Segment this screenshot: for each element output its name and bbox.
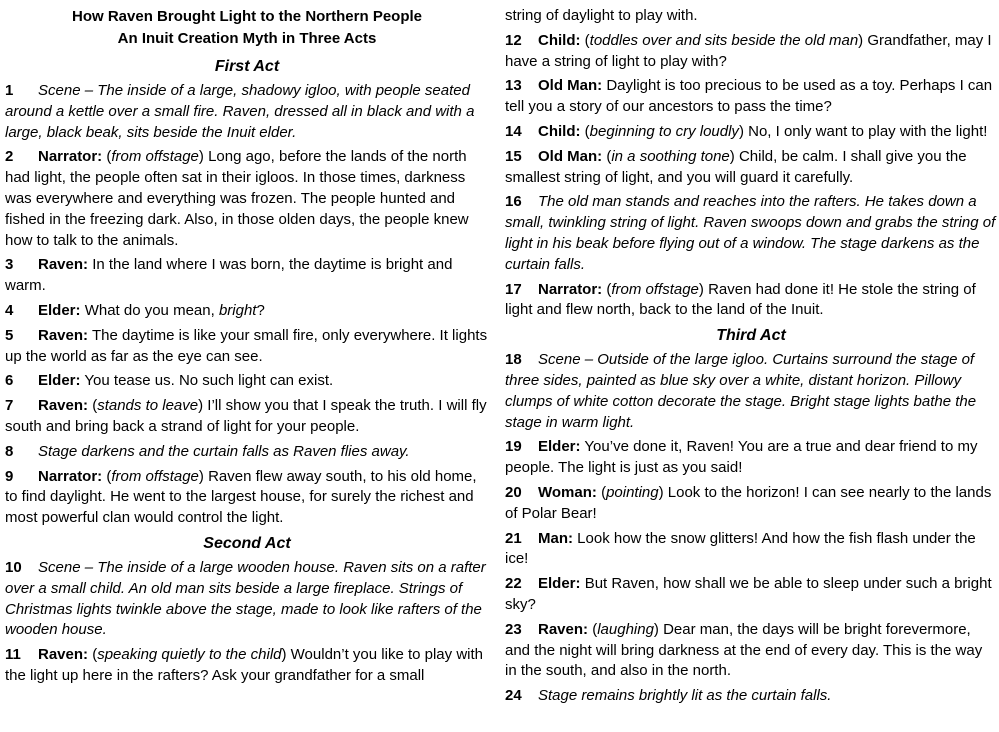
paragraph-continuation	[505, 6, 997, 27]
item-number: 3	[5, 256, 14, 274]
speaker-name: Narrator:	[38, 148, 103, 166]
scene-description: Scene – The inside of a large, shadowy igloo, with people seated around a kettle over a small fire. Raven, dressed all in black and with a large, black beak, sits beside the Inuit elder.	[5, 82, 475, 141]
stage-direction: laughing	[597, 620, 654, 638]
stage-direction: toddles over and sits beside the old man	[589, 31, 859, 49]
script-item: 7 Raven: (stands to leave) I’ll show you that I speak the truth. I will fly south and bring back a strand of light for your people.	[5, 397, 487, 435]
script-item	[5, 371, 489, 392]
stage-description: Stage darkens and the curtain falls as Raven flies away.	[38, 442, 410, 460]
stage-direction: speaking quietly to the child	[97, 646, 282, 664]
title-line-2: An Inuit Creation Myth in Three Acts	[117, 30, 377, 47]
speaker-name: Old Man:	[538, 147, 603, 165]
dialogue-text: No, I only want to play with the light!	[748, 122, 988, 140]
script-item: 12 Child: (toddles over and sits beside the old man) Grandfather, may I have a string of light to play with?	[505, 31, 992, 70]
right-column-items	[505, 6, 997, 707]
dialogue-text: Raven flew away south, to his old home, to find daylight. He went to the largest house, for surely the richest and most powerful clan would control the light.	[5, 467, 477, 527]
item-number: 8	[5, 442, 14, 460]
dialogue-text: string of daylight to play with.	[505, 7, 698, 24]
item-number: 6	[5, 372, 14, 390]
left-column	[5, 6, 489, 732]
speaker-name: Raven:	[38, 326, 89, 344]
speaker-name: Child:	[538, 31, 581, 49]
dialogue-text: You’ve done it, Raven! You are a true and dear friend to my people. The light is just as you said!	[505, 438, 978, 477]
script-item	[505, 686, 997, 707]
item-number: 21	[505, 529, 522, 547]
script-item	[5, 301, 489, 322]
dialogue-text: ?	[256, 301, 265, 319]
dialogue-text: Long ago, before the lands of the north had light, the people often sat in their igloos. In those times, darkness was everywhere and everything was frozen. The people hunted and fished in the freezing dark. Also, in those olden days, the people knew how to talk to the animals.	[5, 148, 469, 249]
dialogue-text: Wouldn’t you like to play with the light up here in the rafters? Ask your grandfather for a small	[5, 646, 483, 684]
item-number: 9	[5, 467, 14, 485]
right-column	[505, 6, 997, 732]
dialogue-text: Raven had done it! He stole the string of light and flew north, back to the land of the Inuit.	[505, 280, 976, 319]
dialogue-text: Grandfather, may I have a string of light to play with?	[505, 31, 992, 70]
item-number: 24	[505, 687, 522, 705]
act-heading: Second Act	[203, 534, 291, 552]
script-item	[505, 350, 997, 433]
dialogue-text: I’ll show you that I speak the truth. I will fly south and bring back a strand of light for your people.	[5, 397, 487, 435]
dialogue-text: Daylight is too precious to be used as a toy. Perhaps I can tell you a story of our ancestors to pass the time?	[505, 77, 993, 116]
script-item	[5, 326, 489, 368]
script-item: 9 Narrator: (from offstage) Raven flew away south, to his old home, to find daylight. He went to the largest house, for surely the richest and most powerful clan would control the light.	[5, 467, 477, 527]
speaker-name: Raven:	[38, 646, 89, 664]
speaker-name: Narrator:	[538, 280, 603, 298]
item-number: 7	[5, 397, 14, 415]
dialogue-text: Child, be calm. I shall give you the smallest string of light, and you will guard it carefully.	[505, 147, 967, 186]
script-item: 20 Woman: (pointing) Look to the horizon! I can see nearly to the lands of Polar Bear!	[505, 483, 992, 522]
script-item: 2 Narrator: (from offstage) Long ago, before the lands of the north had light, the people often sat in their igloos. In those times, darkness was everywhere and everything was frozen. The people hunted and fished in the freezing dark. Also, in those olden days, the people knew how to talk to the animals.	[5, 148, 469, 249]
script-item: 23 Raven: (laughing) Dear man, the days will be bright forevermore, and the night will bring darkness at the end of every day. This is the way in the south, and also in the north.	[505, 620, 983, 680]
item-number: 14	[505, 122, 522, 140]
stage-direction: from offstage	[111, 148, 199, 166]
script-item	[505, 574, 997, 616]
script-item	[5, 81, 489, 143]
dialogue-text: The daytime is like your small fire, only everywhere. It lights up the world as far as the eye can see.	[5, 326, 488, 365]
item-number: 20	[505, 483, 522, 501]
dialogue-text: What do you mean,	[84, 301, 219, 319]
left-column-items	[5, 56, 489, 687]
item-number: 23	[505, 620, 522, 638]
speaker-name: Raven:	[38, 256, 89, 274]
script-item	[505, 529, 997, 571]
item-number: 15	[505, 147, 522, 165]
script-item	[5, 442, 489, 463]
item-number: 22	[505, 575, 522, 593]
stage-direction: from offstage	[111, 467, 199, 485]
dialogue-text: Look how the snow glitters! And how the fish flash under the ice!	[505, 529, 976, 568]
act-heading: Third Act	[716, 327, 786, 345]
item-number: 13	[505, 77, 522, 95]
speaker-name: Narrator:	[38, 467, 103, 485]
item-number: 18	[505, 351, 522, 369]
act-heading: First Act	[214, 58, 280, 75]
script-item: 14 Child: (beginning to cry loudly) No, I only want to play with the light!	[505, 122, 997, 143]
speaker-name: Child:	[538, 122, 581, 140]
script-item	[505, 76, 997, 118]
item-number: 1	[5, 82, 14, 99]
dialogue-text: But Raven, how shall we be able to sleep under such a bright sky?	[505, 575, 992, 613]
item-number: 12	[505, 31, 522, 49]
item-number: 2	[5, 148, 14, 166]
script-item: 17 Narrator: (from offstage) Raven had done it! He stole the string of light and flew north, back to the land of the Inuit.	[505, 280, 976, 319]
document-title	[5, 6, 489, 50]
item-number: 17	[505, 280, 522, 298]
speaker-name: Elder:	[38, 301, 81, 319]
stage-direction: stands to leave	[97, 397, 199, 415]
item-number: 11	[5, 646, 21, 664]
item-number: 4	[5, 301, 14, 319]
stage-direction: from offstage	[611, 280, 699, 298]
speaker-name: Man:	[538, 529, 573, 547]
title-line-1: How Raven Brought Light to the Northern People	[72, 8, 422, 25]
script-item: 15 Old Man: (in a soothing tone) Child, be calm. I shall give you the smallest string of light, and you will guard it carefully.	[505, 147, 967, 186]
dialogue-text: In the land where I was born, the daytime is bright and warm.	[5, 256, 453, 295]
script-item	[505, 192, 997, 275]
dialogue-text: bright	[218, 301, 257, 319]
speaker-name: Elder:	[38, 372, 81, 390]
script-item	[505, 437, 997, 479]
stage-description: The old man stands and reaches into the rafters. He takes down a small, twinkling string of light. Raven swoops down and grabs the string of light in his beak before flying out of a window. The stage darkens as the curtain falls.	[505, 193, 996, 273]
script-item: 11 Raven: (speaking quietly to the child) Wouldn’t you like to play with the light up here in the rafters? Ask your grandfather for a small	[5, 646, 483, 684]
stage-direction: pointing	[606, 483, 659, 501]
script-item	[5, 558, 489, 641]
speaker-name: Old Man:	[538, 77, 603, 95]
scene-description: Scene – The inside of a large wooden house. Raven sits on a rafter over a small child. An old man sits beside a large fireplace. Strings of Christmas lights twinkle above the stage, made to look like rafters of the wooden house.	[5, 558, 486, 639]
dialogue-text: You tease us. No such light can exist.	[84, 372, 334, 390]
item-number: 10	[5, 558, 22, 576]
speaker-name: Raven:	[38, 397, 89, 415]
speaker-name: Woman:	[538, 483, 597, 501]
scene-description: Scene – Outside of the large igloo. Curtains surround the stage of three sides, painted as blue sky over a white, distant horizon. Pillowy clumps of white cotton decorate the stage. Bright stage lights bathe the stage in warm light.	[505, 351, 977, 431]
item-number: 5	[5, 326, 14, 344]
stage-direction: beginning to cry loudly	[589, 122, 739, 140]
item-number: 19	[505, 438, 522, 456]
speaker-name: Elder:	[538, 438, 581, 456]
speaker-name: Raven:	[538, 620, 589, 638]
stage-description: Stage remains brightly lit as the curtain falls.	[538, 687, 832, 705]
stage-direction: in a soothing tone	[611, 147, 730, 165]
dialogue-text: Look to the horizon! I can see nearly to the lands of Polar Bear!	[505, 483, 992, 522]
item-number: 16	[505, 193, 522, 211]
script-item	[5, 255, 489, 297]
speaker-name: Elder:	[538, 575, 581, 593]
dialogue-text: Dear man, the days will be bright forevermore, and the night will bring darkness at the end of every day. This is the way in the south, and also in the north.	[505, 620, 983, 680]
